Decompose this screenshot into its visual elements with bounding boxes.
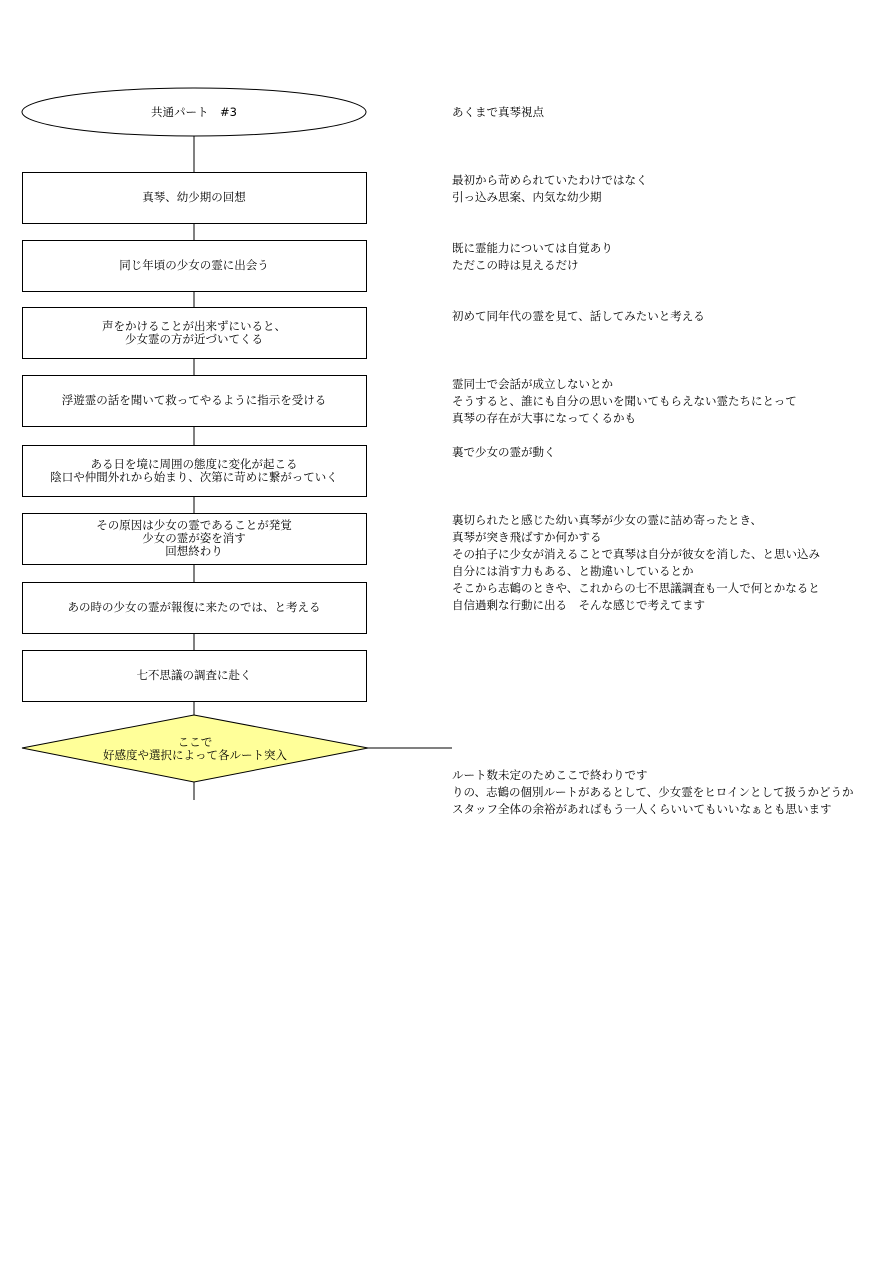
step-8-label: 七不思議の調査に赴く <box>136 668 252 682</box>
note-7: 裏切られたと感じた幼い真琴が少女の霊に詰め寄ったとき、 真琴が突き飛ばすか何かする その拍子に少女が消えることで真琴は自分が彼女を消した、と思い込み 自分には消す力もある、と勘違いしているとか そこから志鶴のときや、これからの七不思議調査も一人で何とかなると 自信過剰な行動に出る そんな感じで考えてます <box>452 513 820 612</box>
note-6: 裏で少女の霊が動く <box>452 445 556 459</box>
step-3-label: 声をかけることが出来ずにいると、 少女霊の方が近づいてくる <box>102 318 286 346</box>
note-3: 既に霊能力については自覚あり ただこの時は見えるだけ <box>452 241 613 272</box>
note-5: 霊同士で会話が成立しないとか そうすると、誰にも自分の思いを聞いてもらえない霊たちにとって 真琴の存在が大事になってくるかも <box>452 377 797 425</box>
decision-label: ここで 好感度や選択によって各ルート突入 <box>103 734 287 762</box>
step-7-label: あの時の少女の霊が報復に来たのでは、と考える <box>67 600 321 614</box>
note-2: 最初から苛められていたわけではなく 引っ込み思案、内気な幼少期 <box>452 173 648 204</box>
step-2-label: 同じ年頃の少女の霊に出会う <box>119 258 269 272</box>
start-label: 共通パート #3 <box>151 104 237 119</box>
note-8: ルート数未定のためここで終わりです りの、志鶴の個別ルートがあるとして、少女霊をヒロインとして扱うかどうか スタッフ全体の余裕があればもう一人くらいいてもいいなぁとも思います <box>452 768 854 816</box>
step-1-label: 真琴、幼少期の回想 <box>142 190 246 204</box>
step-6-label: その原因は少女の霊であることが発覚 少女の霊が姿を消す 回想終わり <box>96 518 292 558</box>
note-1: あくまで真琴視点 <box>452 105 544 119</box>
step-4-label: 浮遊霊の話を聞いて救ってやるように指示を受ける <box>61 393 327 407</box>
note-4: 初めて同年代の霊を見て、話してみたいと考える <box>452 309 705 323</box>
step-5-label: ある日を境に周囲の態度に変化が起こる 陰口や仲間外れから始まり、次第に苛めに繋がっていく <box>50 456 338 484</box>
